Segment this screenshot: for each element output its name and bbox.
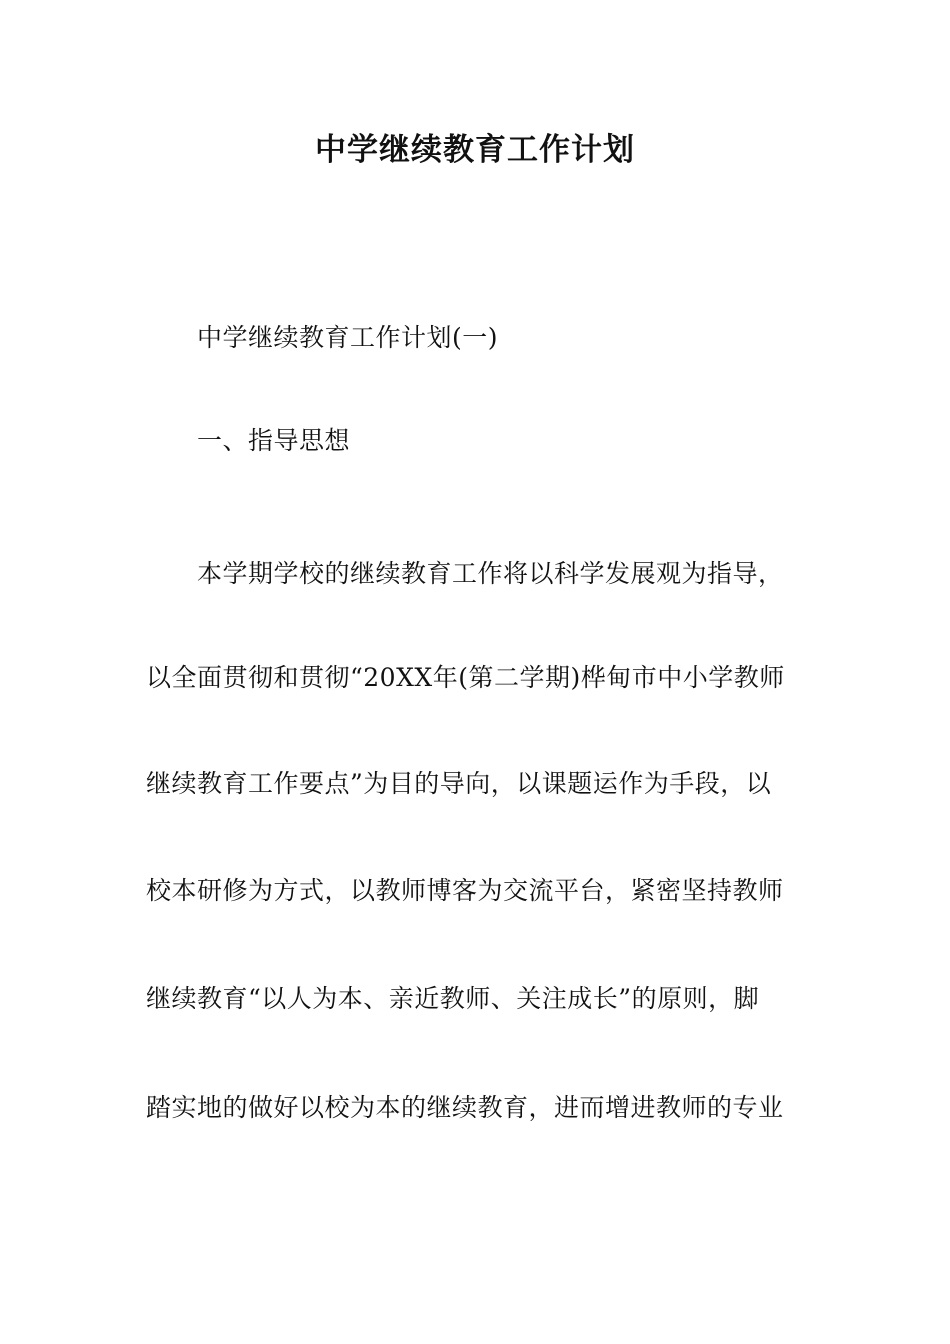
paragraph-line: 以全面贯彻和贯彻“20XX年(第二学期)桦甸市中小学教师 <box>146 663 785 692</box>
paragraph-line: 校本研修为方式，以教师博客为交流平台，紧密坚持教师 <box>146 876 784 905</box>
document-title: 中学继续教育工作计划 <box>315 132 635 168</box>
paragraph-line: 继续教育“以人为本、亲近教师、关注成长”的原则，脚 <box>146 984 760 1013</box>
section-heading: 一、指导思想 <box>197 426 351 455</box>
paragraph-line: 踏实地的做好以校为本的继续教育，进而增进教师的专业 <box>146 1093 784 1122</box>
paragraph-line: 继续教育工作要点”为目的导向，以课题运作为手段，以 <box>146 769 772 798</box>
document-subtitle: 中学继续教育工作计划(一) <box>197 323 499 352</box>
paragraph-line: 本学期学校的继续教育工作将以科学发展观为指导， <box>197 559 784 588</box>
